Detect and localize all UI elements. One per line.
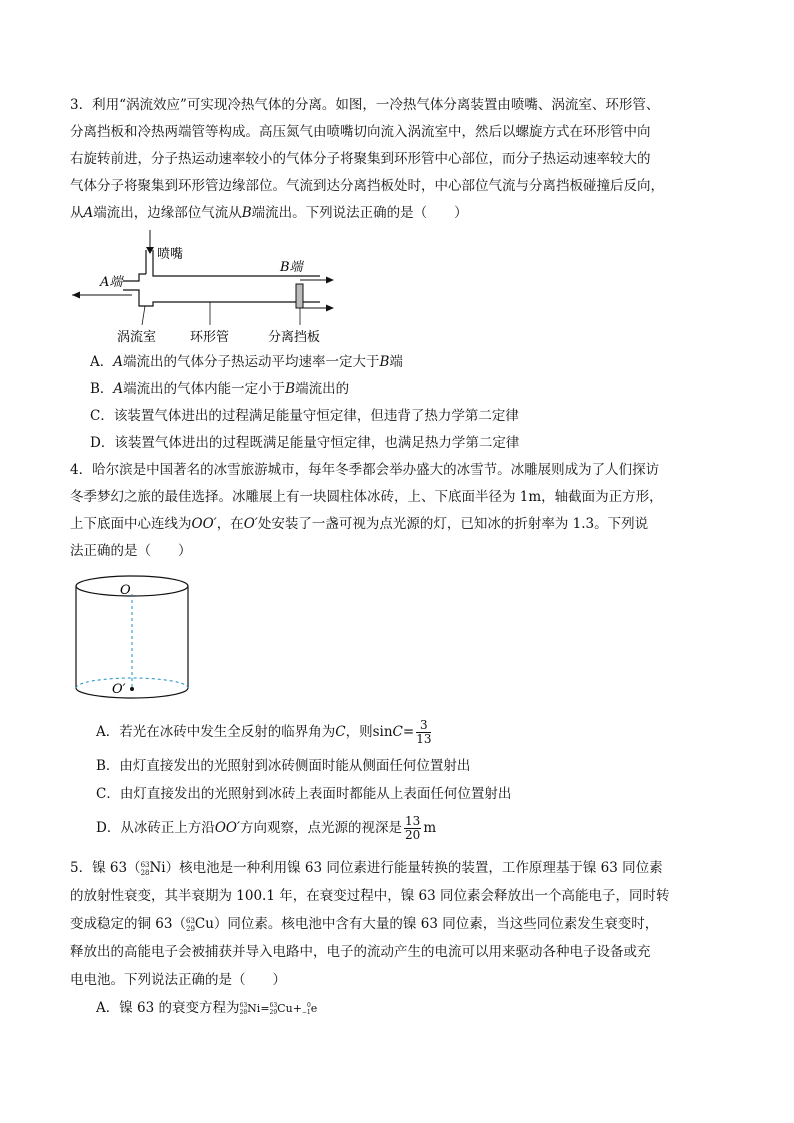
b-end-arrowhead-upper [326, 277, 334, 284]
denominator: 13 [416, 732, 432, 746]
text: 处安装了一盏可视为点光源的灯，已知冰的折射率为 1.3。下列说 [257, 516, 649, 532]
c-symbol: C [392, 724, 403, 740]
atomic-number: 28 [239, 1009, 248, 1016]
cu-isotope-indices [186, 917, 195, 933]
text: ）核电池是一种利用镍 63 同位素进行能量转换的装置，工作原理基于镍 63 同位素 [165, 860, 663, 876]
point-light-source [130, 687, 134, 691]
charge-number: −1 [301, 1009, 311, 1016]
q5-line-2: 的放射性衰变，其半衰期为 100.1 年，在衰变过程中，镍 63 同位素会释放出一个高能电子，同时转 [70, 888, 670, 904]
ni-symbol: Ni [247, 1002, 261, 1015]
q4-line-4: 法正确的是（ ） [70, 543, 192, 559]
q3-line-2: 分离挡板和冷热两端管等构成。高压氮气由喷嘴切向流入涡流室中，然后以螺旋方式在环形管中向 [70, 124, 651, 140]
a-symbol: A [113, 354, 123, 370]
q5-line-1 [70, 858, 663, 878]
cu-symbol: Cu [277, 1002, 293, 1015]
ring-tube-bottom [123, 290, 320, 306]
atomic-number: 29 [185, 924, 195, 933]
o-prime-label: O′ [112, 682, 126, 697]
ring-tube-label: 环形管 [190, 330, 230, 345]
denominator: 20 [405, 828, 421, 842]
q4-line-1: 4．哈尔滨是中国著名的冰雪旅游城市，每年冬季都会举办盛大的冰雪节。冰雕展则成为了人们探访 [70, 462, 660, 478]
mass-number: 63 [185, 916, 195, 925]
a-symbol: A [83, 205, 94, 221]
q4-option-d [96, 814, 436, 842]
q5-option-a [96, 998, 317, 1019]
q4-option-b: B．由灯直接发出的光照射到冰砖侧面时能从侧面任何位置射出 [96, 758, 471, 774]
text: A． [90, 354, 114, 370]
a-symbol: A [113, 381, 124, 397]
vortex-chamber-leader [142, 306, 145, 325]
unit: m [423, 820, 437, 836]
mass-number: 63 [269, 1002, 278, 1009]
mass-number: 63 [140, 860, 150, 869]
q3-option-a [90, 352, 403, 372]
b-symbol: B [241, 205, 252, 221]
decay-equation [240, 1002, 318, 1015]
q3-option-b [90, 379, 349, 399]
q4-line-2: 冬季梦幻之旅的最佳选择。冰雕展上有一块圆柱体冰砖，上、下底面半径为 1m，轴截面为正方形， [70, 489, 663, 505]
a-end-label: A端 [100, 275, 123, 290]
text: 上下底面中心连线为 [70, 516, 192, 532]
text: 5．镍 63（ [70, 860, 141, 876]
text: 端流出。下列说法正确的是（ ） [251, 205, 468, 221]
cu-symbol: Cu [194, 916, 214, 932]
ice-cylinder-diagram [70, 572, 196, 708]
text: D．从冰砖正上方沿 [96, 820, 215, 836]
text: ，在 [216, 516, 244, 532]
q3-line-4: 气体分子将聚集到环形管边缘部位。气流到达分离挡板处时，中心部位气流与分离挡板碰撞后反向， [70, 178, 664, 194]
text: 端 [389, 354, 403, 370]
text: 变成稳定的铜 63（ [70, 916, 186, 932]
electron-indices [302, 1002, 311, 1016]
a-end-arrowhead [72, 292, 80, 299]
top-face [76, 576, 188, 596]
nozzle-label: 喷嘴 [157, 247, 184, 262]
b-symbol: B [285, 381, 296, 397]
ni-indices [240, 1002, 248, 1016]
text: A．若光在冰砖中发生全反射的临界角为 [96, 724, 336, 740]
text: 端流出的气体分子热运动平均速率一定大于 [123, 354, 380, 370]
vortex-chamber-label: 涡流室 [117, 330, 157, 345]
text: 方向观察，点光源的视深是 [240, 820, 403, 836]
mass-number: 0 [306, 1002, 311, 1009]
q3-line-1: 3．利用“涡流效应”可实现冷热气体的分离。如图，一冷热气体分离装置由喷嘴、涡流室、环形管、 [70, 97, 660, 113]
text: 端流出的 [295, 381, 350, 397]
b-end-label: B端 [280, 260, 303, 275]
q5-line-3 [70, 914, 658, 934]
vortex-tube-diagram [60, 228, 360, 350]
plus-sign: + [292, 1002, 302, 1015]
text: 从 [70, 205, 84, 221]
vortex-chamber-top [123, 274, 146, 281]
text: ，则 [345, 724, 373, 740]
b-symbol: B [379, 354, 390, 370]
numerator: 3 [416, 719, 431, 733]
q5-line-4: 释放出的高能电子会被捕获并导入电路中，电子的流动产生的电流可以用来驱动各种电子设备或充 [70, 944, 651, 960]
text: 端流出的气体内能一定小于 [123, 381, 286, 397]
q5-line-5: 电电池。下列说法正确的是（ ） [70, 972, 286, 988]
electron-symbol: e [310, 1002, 318, 1015]
numerator: 13 [405, 814, 421, 828]
atomic-number: 29 [269, 1009, 278, 1016]
o-label: O [120, 583, 131, 598]
q4-line-3 [70, 514, 648, 534]
text: ）同位素。核电池中含有大量的镍 63 同位素，当这些同位素发生衰变时， [213, 916, 659, 932]
c-symbol: C [335, 724, 346, 740]
q3-line-5 [70, 203, 468, 223]
q4-option-a [96, 718, 433, 746]
text: B． [90, 381, 114, 397]
fraction-3-13 [416, 719, 431, 746]
q3-option-c: C．该装置气体进出的过程满足能量守恒定律，但违背了热力学第二定律 [90, 408, 519, 424]
ni-symbol: Ni [149, 860, 166, 876]
text: A．镍 63 的衰变方程为 [96, 1000, 240, 1016]
q3-option-d: D．该装置气体进出的过程既满足能量守恒定律，也满足热力学第二定律 [90, 435, 520, 451]
q3-line-3: 右旋转前进，分子热运动速率较小的气体分子将聚集到环形管中心部位，而分子热运动速率较大的 [70, 151, 651, 167]
q4-option-c: C．由灯直接发出的光照射到冰砖上表面时都能从上表面任何位置射出 [96, 786, 512, 802]
separator-baffle [296, 284, 303, 308]
equals-sign: = [260, 1002, 270, 1015]
oo-symbol: OO′ [191, 516, 217, 532]
b-end-arrowhead-lower [326, 305, 334, 312]
text: 端流出，边缘部位气流从 [93, 205, 242, 221]
sin-text: sin [372, 724, 393, 740]
o-prime-symbol: O′ [243, 516, 258, 532]
equals-sign: = [402, 724, 415, 740]
baffle-label: 分离挡板 [268, 330, 321, 345]
oo-symbol: OO′ [214, 820, 241, 836]
fraction-13-20 [404, 815, 421, 842]
atomic-number: 28 [140, 868, 150, 877]
mass-number: 63 [239, 1002, 248, 1009]
